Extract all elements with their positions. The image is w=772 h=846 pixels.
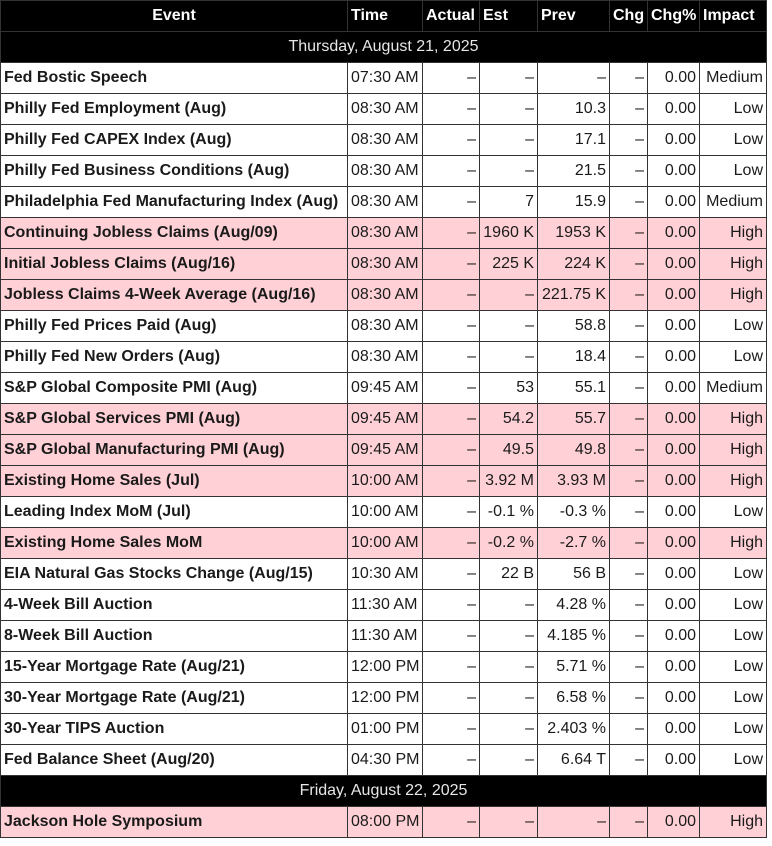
event-time: 11:30 AM [348, 590, 423, 621]
previous-value: 6.64 T [538, 745, 610, 776]
previous-value: 2.403 % [538, 714, 610, 745]
impact-level: Low [700, 745, 767, 776]
table-row[interactable] [1, 125, 767, 156]
estimate-value: – [480, 652, 538, 683]
estimate-value: – [480, 714, 538, 745]
impact-level: Low [700, 621, 767, 652]
impact-level: High [700, 807, 767, 838]
estimate-value: – [480, 683, 538, 714]
change-percent: 0.00 [648, 497, 700, 528]
event-name: Existing Home Sales MoM [1, 528, 348, 559]
event-name: 4-Week Bill Auction [1, 590, 348, 621]
change-percent: 0.00 [648, 311, 700, 342]
table-body [1, 32, 767, 838]
impact-level: Low [700, 590, 767, 621]
impact-level: Low [700, 497, 767, 528]
change-percent: 0.00 [648, 373, 700, 404]
event-time: 08:30 AM [348, 249, 423, 280]
estimate-value: – [480, 63, 538, 94]
date-section-header [1, 776, 767, 807]
table-row[interactable] [1, 807, 767, 838]
column-header-time[interactable]: Time [348, 1, 423, 32]
change-percent: 0.00 [648, 714, 700, 745]
estimate-value: – [480, 807, 538, 838]
change-value: – [610, 745, 648, 776]
impact-level: Low [700, 125, 767, 156]
previous-value: – [538, 807, 610, 838]
event-name: 15-Year Mortgage Rate (Aug/21) [1, 652, 348, 683]
section-date: Thursday, August 21, 2025 [1, 32, 767, 63]
table-row[interactable] [1, 559, 767, 590]
impact-level: Low [700, 683, 767, 714]
event-time: 08:30 AM [348, 342, 423, 373]
table-row[interactable] [1, 156, 767, 187]
actual-value: – [423, 590, 480, 621]
event-name: EIA Natural Gas Stocks Change (Aug/15) [1, 559, 348, 590]
impact-level: Medium [700, 187, 767, 218]
change-percent: 0.00 [648, 280, 700, 311]
change-value: – [610, 528, 648, 559]
change-percent: 0.00 [648, 652, 700, 683]
estimate-value: – [480, 94, 538, 125]
actual-value: – [423, 249, 480, 280]
column-header-chg[interactable]: Chg [610, 1, 648, 32]
event-time: 10:00 AM [348, 466, 423, 497]
estimate-value: – [480, 621, 538, 652]
event-name: S&P Global Manufacturing PMI (Aug) [1, 435, 348, 466]
event-time: 07:30 AM [348, 63, 423, 94]
event-name: 30-Year Mortgage Rate (Aug/21) [1, 683, 348, 714]
change-value: – [610, 497, 648, 528]
event-name: Fed Bostic Speech [1, 63, 348, 94]
previous-value: 3.93 M [538, 466, 610, 497]
estimate-value: 53 [480, 373, 538, 404]
table-row[interactable] [1, 249, 767, 280]
table-row[interactable] [1, 311, 767, 342]
change-percent: 0.00 [648, 404, 700, 435]
table-row[interactable] [1, 63, 767, 94]
estimate-value: 22 B [480, 559, 538, 590]
actual-value: – [423, 466, 480, 497]
event-name: S&P Global Composite PMI (Aug) [1, 373, 348, 404]
change-percent: 0.00 [648, 621, 700, 652]
estimate-value: – [480, 125, 538, 156]
change-value: – [610, 187, 648, 218]
header-row [1, 1, 767, 32]
change-value: – [610, 621, 648, 652]
table-row[interactable] [1, 466, 767, 497]
actual-value: – [423, 745, 480, 776]
event-name: Philly Fed Employment (Aug) [1, 94, 348, 125]
table-row[interactable] [1, 683, 767, 714]
change-percent: 0.00 [648, 218, 700, 249]
column-header-event[interactable]: Event [1, 1, 348, 32]
event-name: 8-Week Bill Auction [1, 621, 348, 652]
table-row[interactable] [1, 218, 767, 249]
estimate-value: – [480, 311, 538, 342]
estimate-value: 1960 K [480, 218, 538, 249]
previous-value: -0.3 % [538, 497, 610, 528]
previous-value: 224 K [538, 249, 610, 280]
previous-value: 58.8 [538, 311, 610, 342]
impact-level: Low [700, 342, 767, 373]
event-time: 08:30 AM [348, 311, 423, 342]
estimate-value: – [480, 342, 538, 373]
event-time: 11:30 AM [348, 621, 423, 652]
column-header-est[interactable]: Est [480, 1, 538, 32]
previous-value: – [538, 63, 610, 94]
change-value: – [610, 466, 648, 497]
event-time: 08:30 AM [348, 218, 423, 249]
change-value: – [610, 714, 648, 745]
previous-value: 4.28 % [538, 590, 610, 621]
estimate-value: 49.5 [480, 435, 538, 466]
event-name: S&P Global Services PMI (Aug) [1, 404, 348, 435]
change-percent: 0.00 [648, 745, 700, 776]
actual-value: – [423, 528, 480, 559]
impact-level: High [700, 528, 767, 559]
change-percent: 0.00 [648, 559, 700, 590]
table-header [1, 1, 767, 32]
actual-value: – [423, 125, 480, 156]
change-percent: 0.00 [648, 125, 700, 156]
previous-value: 15.9 [538, 187, 610, 218]
change-percent: 0.00 [648, 528, 700, 559]
change-value: – [610, 683, 648, 714]
impact-level: Low [700, 714, 767, 745]
event-name: Philly Fed New Orders (Aug) [1, 342, 348, 373]
column-header-prev[interactable]: Prev [538, 1, 610, 32]
event-name: Continuing Jobless Claims (Aug/09) [1, 218, 348, 249]
change-percent: 0.00 [648, 156, 700, 187]
date-section-header [1, 32, 767, 63]
change-percent: 0.00 [648, 466, 700, 497]
event-time: 08:30 AM [348, 125, 423, 156]
actual-value: – [423, 156, 480, 187]
change-value: – [610, 373, 648, 404]
table-row[interactable] [1, 187, 767, 218]
change-value: – [610, 435, 648, 466]
previous-value: 1953 K [538, 218, 610, 249]
change-value: – [610, 404, 648, 435]
estimate-value: – [480, 280, 538, 311]
column-header-impact[interactable]: Impact [700, 1, 767, 32]
estimate-value: -0.2 % [480, 528, 538, 559]
actual-value: – [423, 807, 480, 838]
impact-level: Low [700, 652, 767, 683]
change-percent: 0.00 [648, 187, 700, 218]
previous-value: 55.1 [538, 373, 610, 404]
event-name: Existing Home Sales (Jul) [1, 466, 348, 497]
change-value: – [610, 652, 648, 683]
event-time: 08:30 AM [348, 280, 423, 311]
change-percent: 0.00 [648, 249, 700, 280]
actual-value: – [423, 94, 480, 125]
event-time: 10:00 AM [348, 497, 423, 528]
table-row[interactable] [1, 590, 767, 621]
estimate-value: 54.2 [480, 404, 538, 435]
table-row[interactable] [1, 621, 767, 652]
actual-value: – [423, 342, 480, 373]
actual-value: – [423, 435, 480, 466]
actual-value: – [423, 714, 480, 745]
event-time: 10:00 AM [348, 528, 423, 559]
previous-value: 55.7 [538, 404, 610, 435]
change-percent: 0.00 [648, 807, 700, 838]
table-row[interactable] [1, 94, 767, 125]
actual-value: – [423, 559, 480, 590]
impact-level: Low [700, 94, 767, 125]
impact-level: High [700, 435, 767, 466]
actual-value: – [423, 497, 480, 528]
table-row[interactable] [1, 280, 767, 311]
actual-value: – [423, 404, 480, 435]
change-value: – [610, 559, 648, 590]
event-time: 08:00 PM [348, 807, 423, 838]
event-time: 04:30 PM [348, 745, 423, 776]
event-time: 10:30 AM [348, 559, 423, 590]
event-time: 09:45 AM [348, 435, 423, 466]
actual-value: – [423, 683, 480, 714]
table-row[interactable] [1, 745, 767, 776]
event-name: Leading Index MoM (Jul) [1, 497, 348, 528]
impact-level: Low [700, 156, 767, 187]
actual-value: – [423, 187, 480, 218]
table-row[interactable] [1, 373, 767, 404]
change-value: – [610, 249, 648, 280]
event-time: 12:00 PM [348, 652, 423, 683]
table-row[interactable] [1, 342, 767, 373]
event-name: Philly Fed Prices Paid (Aug) [1, 311, 348, 342]
previous-value: 10.3 [538, 94, 610, 125]
event-time: 09:45 AM [348, 373, 423, 404]
estimate-value: 7 [480, 187, 538, 218]
table-row[interactable] [1, 528, 767, 559]
change-percent: 0.00 [648, 683, 700, 714]
change-value: – [610, 156, 648, 187]
section-date: Friday, August 22, 2025 [1, 776, 767, 807]
actual-value: – [423, 63, 480, 94]
event-name: Jackson Hole Symposium [1, 807, 348, 838]
impact-level: Low [700, 559, 767, 590]
estimate-value: – [480, 590, 538, 621]
previous-value: 18.4 [538, 342, 610, 373]
event-name: Philly Fed CAPEX Index (Aug) [1, 125, 348, 156]
event-name: Initial Jobless Claims (Aug/16) [1, 249, 348, 280]
impact-level: Low [700, 311, 767, 342]
impact-level: High [700, 218, 767, 249]
event-name: Philadelphia Fed Manufacturing Index (Aug) [1, 187, 348, 218]
change-value: – [610, 94, 648, 125]
actual-value: – [423, 280, 480, 311]
previous-value: 21.5 [538, 156, 610, 187]
impact-level: High [700, 280, 767, 311]
estimate-value: – [480, 745, 538, 776]
actual-value: – [423, 373, 480, 404]
estimate-value: 3.92 M [480, 466, 538, 497]
estimate-value: -0.1 % [480, 497, 538, 528]
impact-level: High [700, 249, 767, 280]
actual-value: – [423, 311, 480, 342]
column-header-chg-pct[interactable]: Chg% [648, 1, 700, 32]
actual-value: – [423, 621, 480, 652]
impact-level: Medium [700, 63, 767, 94]
change-value: – [610, 590, 648, 621]
change-value: – [610, 807, 648, 838]
previous-value: 221.75 K [538, 280, 610, 311]
event-time: 09:45 AM [348, 404, 423, 435]
change-percent: 0.00 [648, 94, 700, 125]
event-time: 01:00 PM [348, 714, 423, 745]
table-row[interactable] [1, 652, 767, 683]
previous-value: 49.8 [538, 435, 610, 466]
table-row[interactable] [1, 497, 767, 528]
change-value: – [610, 218, 648, 249]
event-name: 30-Year TIPS Auction [1, 714, 348, 745]
change-value: – [610, 63, 648, 94]
change-percent: 0.00 [648, 590, 700, 621]
event-time: 08:30 AM [348, 156, 423, 187]
event-time: 08:30 AM [348, 187, 423, 218]
actual-value: – [423, 218, 480, 249]
previous-value: 5.71 % [538, 652, 610, 683]
previous-value: 56 B [538, 559, 610, 590]
estimate-value: – [480, 156, 538, 187]
impact-level: Medium [700, 373, 767, 404]
event-name: Philly Fed Business Conditions (Aug) [1, 156, 348, 187]
change-percent: 0.00 [648, 435, 700, 466]
previous-value: 4.185 % [538, 621, 610, 652]
change-value: – [610, 280, 648, 311]
event-time: 08:30 AM [348, 94, 423, 125]
change-value: – [610, 311, 648, 342]
change-value: – [610, 342, 648, 373]
estimate-value: 225 K [480, 249, 538, 280]
table-row[interactable] [1, 714, 767, 745]
event-name: Fed Balance Sheet (Aug/20) [1, 745, 348, 776]
previous-value: -2.7 % [538, 528, 610, 559]
actual-value: – [423, 652, 480, 683]
event-time: 12:00 PM [348, 683, 423, 714]
change-percent: 0.00 [648, 63, 700, 94]
previous-value: 17.1 [538, 125, 610, 156]
impact-level: High [700, 404, 767, 435]
previous-value: 6.58 % [538, 683, 610, 714]
change-percent: 0.00 [648, 342, 700, 373]
event-name: Jobless Claims 4-Week Average (Aug/16) [1, 280, 348, 311]
change-value: – [610, 125, 648, 156]
impact-level: High [700, 466, 767, 497]
table-row[interactable] [1, 435, 767, 466]
table-row[interactable] [1, 404, 767, 435]
column-header-actual[interactable]: Actual [423, 1, 480, 32]
